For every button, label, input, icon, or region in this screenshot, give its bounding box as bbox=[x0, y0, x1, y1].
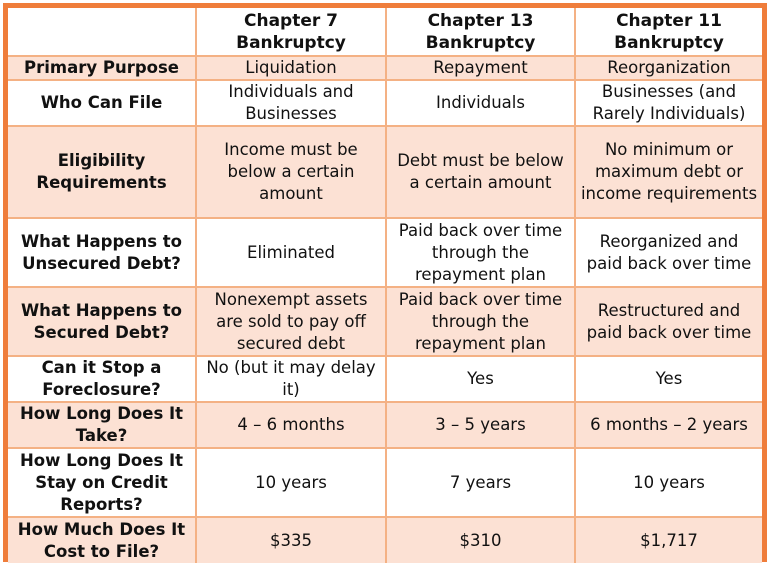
table-row bbox=[8, 218, 762, 287]
cell-chapter-7: 10 years bbox=[196, 448, 386, 517]
corner-cell bbox=[8, 8, 196, 56]
cell-chapter-7: $335 bbox=[196, 517, 386, 563]
cell-chapter-7: Eliminated bbox=[196, 218, 386, 287]
cell-chapter-13: 7 years bbox=[386, 448, 575, 517]
row-header: How Much Does It Cost to File? bbox=[8, 517, 196, 563]
row-header: Who Can File bbox=[8, 80, 196, 126]
cell-chapter-13: $310 bbox=[386, 517, 575, 563]
row-header: Primary Purpose bbox=[8, 56, 196, 80]
cell-chapter-7: Liquidation bbox=[196, 56, 386, 80]
cell-chapter-11: Yes bbox=[575, 356, 762, 402]
cell-chapter-11: No minimum or maximum debt or income requirements bbox=[575, 126, 762, 218]
cell-chapter-7: Individuals and Businesses bbox=[196, 80, 386, 126]
row-header: What Happens to Unsecured Debt? bbox=[8, 218, 196, 287]
cell-chapter-11: Reorganization bbox=[575, 56, 762, 80]
column-header-chapter-13: Chapter 13 Bankruptcy bbox=[386, 8, 575, 56]
cell-chapter-11: 6 months – 2 years bbox=[575, 402, 762, 448]
cell-chapter-13: 3 – 5 years bbox=[386, 402, 575, 448]
row-header: Can it Stop a Foreclosure? bbox=[8, 356, 196, 402]
table-row bbox=[8, 517, 762, 563]
table-row bbox=[8, 126, 762, 218]
cell-chapter-13: Debt must be below a certain amount bbox=[386, 126, 575, 218]
cell-chapter-11: 10 years bbox=[575, 448, 762, 517]
column-header-chapter-7: Chapter 7 Bankruptcy bbox=[196, 8, 386, 56]
row-header: How Long Does It Take? bbox=[8, 402, 196, 448]
bankruptcy-comparison-table-frame bbox=[3, 3, 767, 562]
table-row bbox=[8, 80, 762, 126]
table-row bbox=[8, 448, 762, 517]
table-row bbox=[8, 287, 762, 356]
table-row bbox=[8, 56, 762, 80]
row-header: Eligibility Requirements bbox=[8, 126, 196, 218]
cell-chapter-13: Paid back over time through the repayment plan bbox=[386, 287, 575, 356]
cell-chapter-11: Restructured and paid back over time bbox=[575, 287, 762, 356]
bankruptcy-comparison-table bbox=[8, 8, 762, 563]
header-row bbox=[8, 8, 762, 56]
cell-chapter-13: Yes bbox=[386, 356, 575, 402]
row-header: What Happens to Secured Debt? bbox=[8, 287, 196, 356]
cell-chapter-13: Repayment bbox=[386, 56, 575, 80]
cell-chapter-7: 4 – 6 months bbox=[196, 402, 386, 448]
cell-chapter-11: Reorganized and paid back over time bbox=[575, 218, 762, 287]
row-header: How Long Does It Stay on Credit Reports? bbox=[8, 448, 196, 517]
cell-chapter-13: Paid back over time through the repayment plan bbox=[386, 218, 575, 287]
cell-chapter-7: No (but it may delay it) bbox=[196, 356, 386, 402]
cell-chapter-13: Individuals bbox=[386, 80, 575, 126]
table-row bbox=[8, 402, 762, 448]
cell-chapter-11: $1,717 bbox=[575, 517, 762, 563]
table-row bbox=[8, 356, 762, 402]
cell-chapter-7: Income must be below a certain amount bbox=[196, 126, 386, 218]
cell-chapter-7: Nonexempt assets are sold to pay off secured debt bbox=[196, 287, 386, 356]
cell-chapter-11: Businesses (and Rarely Individuals) bbox=[575, 80, 762, 126]
column-header-chapter-11: Chapter 11 Bankruptcy bbox=[575, 8, 762, 56]
